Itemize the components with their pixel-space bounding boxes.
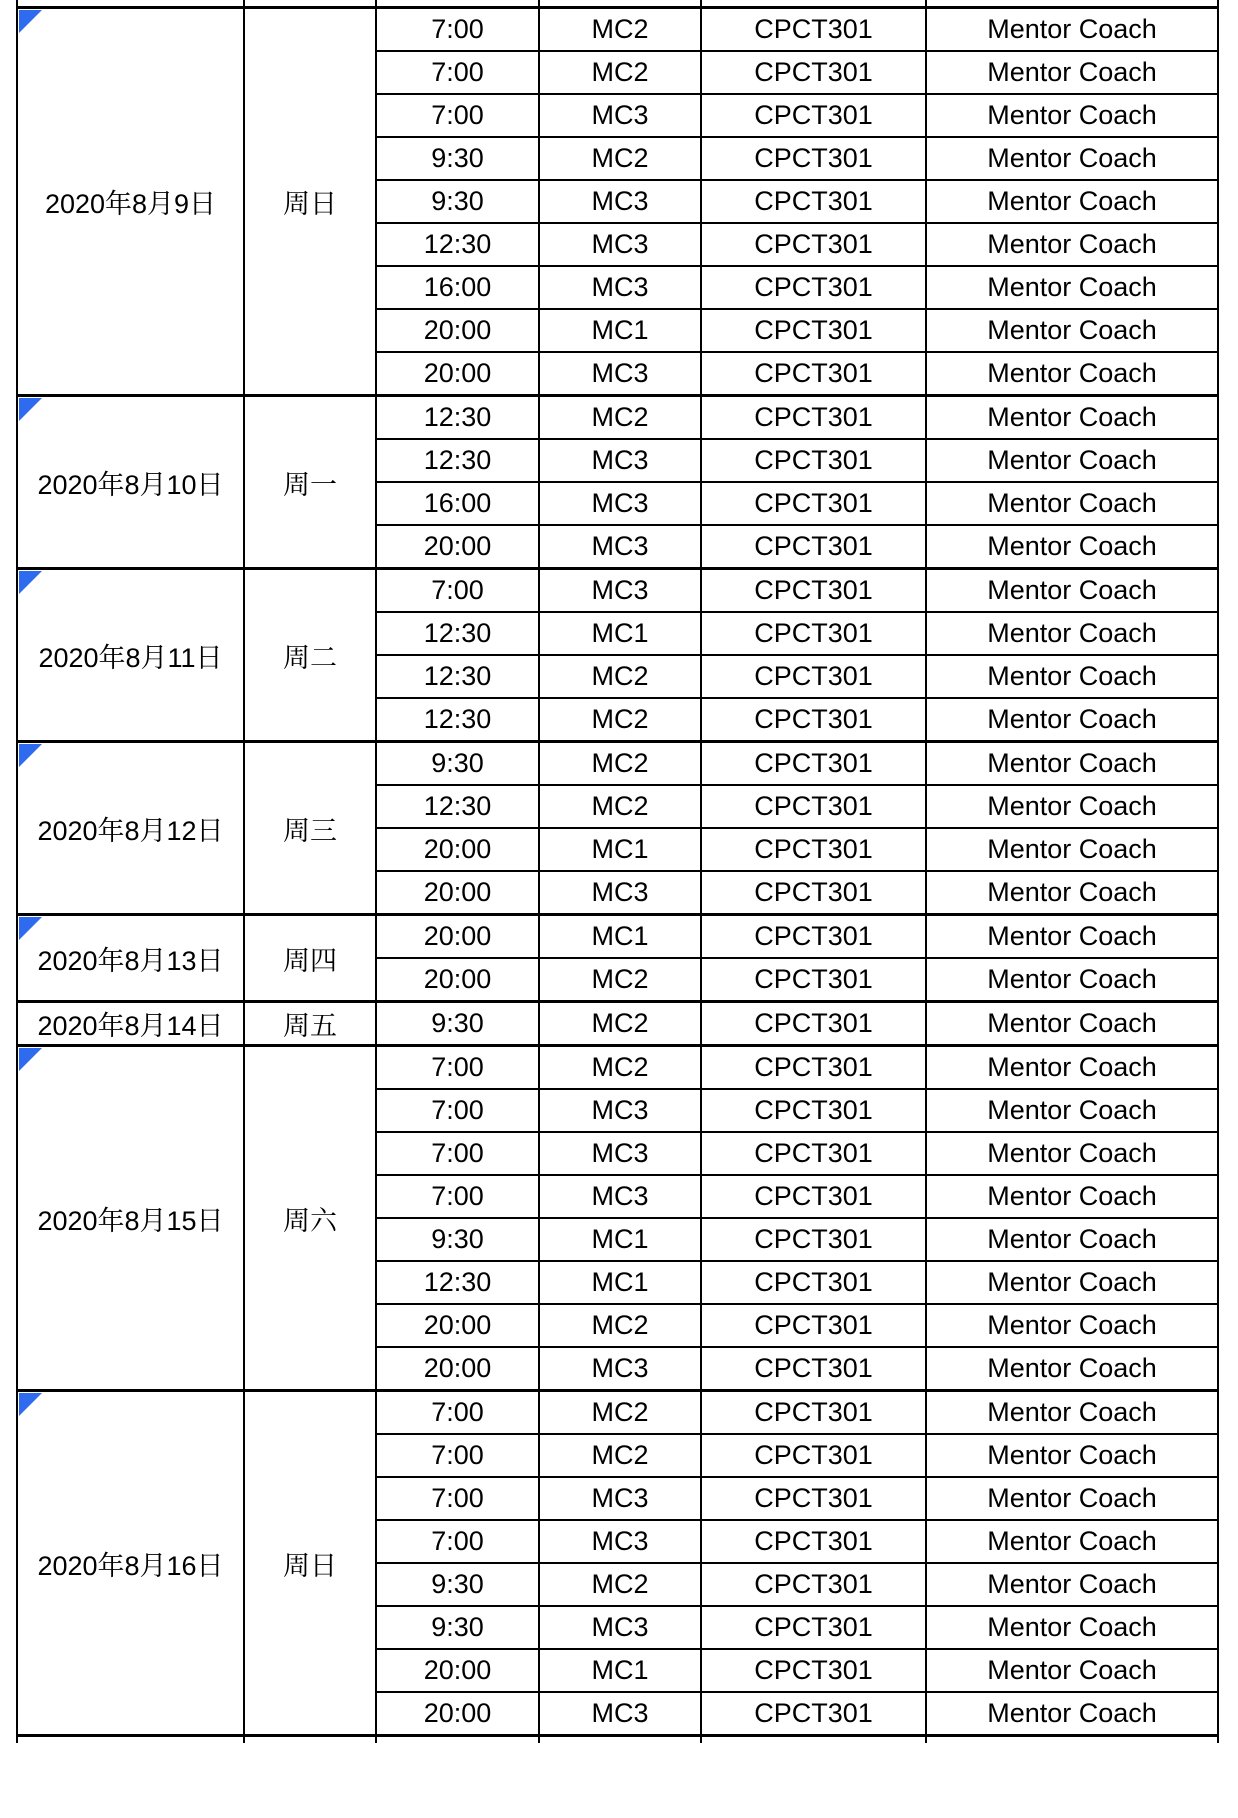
role-cell[interactable]: Mentor Coach [926,1218,1218,1261]
course-cell[interactable]: CPCT301 [701,1046,926,1090]
time-cell[interactable]: 12:30 [376,1261,539,1304]
session-row [17,569,1218,613]
time-cell[interactable]: 20:00 [376,352,539,396]
role-cell[interactable]: Mentor Coach [926,1391,1218,1435]
role-cell[interactable]: Mentor Coach [926,223,1218,266]
mc-cell[interactable]: MC3 [539,223,701,266]
date-cell-partial[interactable] [17,0,244,8]
time-cell[interactable]: 12:30 [376,785,539,828]
mc-cell[interactable]: MC2 [539,51,701,94]
time-cell[interactable]: 12:30 [376,223,539,266]
course-cell[interactable]: CPCT301 [701,223,926,266]
course-cell[interactable]: CPCT301 [701,958,926,1002]
role-cell[interactable]: Mentor Coach [926,569,1218,613]
course-cell[interactable]: CPCT301 [701,137,926,180]
blue-corner-marker-icon [19,1048,42,1071]
course-cell[interactable]: CPCT301 [701,1692,926,1736]
mc-cell[interactable]: MC3 [539,352,701,396]
course-cell[interactable]: CPCT301 [701,1520,926,1563]
mc-cell[interactable]: MC3 [539,439,701,482]
session-row [17,396,1218,440]
time-cell-partial[interactable] [376,0,539,8]
time-cell[interactable]: 16:00 [376,482,539,525]
mc-cell[interactable]: MC3 [539,1175,701,1218]
course-cell[interactable]: CPCT301 [701,1175,926,1218]
role-cell[interactable]: Mentor Coach [926,698,1218,742]
time-cell[interactable]: 20:00 [376,828,539,871]
mc-cell[interactable]: MC2 [539,742,701,786]
course-cell[interactable]: CPCT301 [701,525,926,569]
course-cell[interactable]: CPCT301 [701,94,926,137]
date-cell[interactable]: 2020年8月10日 [17,396,244,569]
course-cell[interactable]: CPCT301 [701,1477,926,1520]
time-cell[interactable]: 20:00 [376,525,539,569]
time-cell[interactable]: 20:00 [376,1347,539,1391]
role-cell[interactable]: Mentor Coach [926,1347,1218,1391]
course-cell[interactable]: CPCT301 [701,1132,926,1175]
role-cell[interactable]: Mentor Coach [926,1046,1218,1090]
course-cell-partial[interactable] [701,1736,926,1744]
time-cell[interactable]: 20:00 [376,309,539,352]
time-cell[interactable]: 9:30 [376,180,539,223]
course-cell[interactable]: CPCT301 [701,51,926,94]
role-cell[interactable]: Mentor Coach [926,612,1218,655]
time-cell[interactable]: 9:30 [376,1606,539,1649]
time-cell[interactable]: 7:00 [376,1477,539,1520]
weekday-cell[interactable]: 周一 [244,396,376,569]
mc-cell[interactable]: MC3 [539,1132,701,1175]
time-cell[interactable]: 20:00 [376,958,539,1002]
date-cell[interactable]: 2020年8月13日 [17,915,244,1002]
time-cell[interactable]: 7:00 [376,1434,539,1477]
date-cell[interactable]: 2020年8月15日 [17,1046,244,1391]
course-cell[interactable]: CPCT301 [701,180,926,223]
time-cell[interactable]: 7:00 [376,1089,539,1132]
course-cell[interactable]: CPCT301 [701,439,926,482]
date-cell[interactable]: 2020年8月14日 [17,1002,244,1046]
time-cell[interactable]: 9:30 [376,1563,539,1606]
role-cell[interactable]: Mentor Coach [926,352,1218,396]
course-cell[interactable]: CPCT301 [701,915,926,959]
time-cell[interactable]: 9:30 [376,1218,539,1261]
session-row [17,915,1218,959]
session-row [17,1046,1218,1090]
weekday-cell[interactable]: 周日 [244,1391,376,1736]
mc-cell[interactable]: MC2 [539,8,701,52]
blue-corner-marker-icon [19,398,42,421]
course-cell[interactable]: CPCT301 [701,482,926,525]
mc-cell[interactable]: MC2 [539,396,701,440]
time-cell[interactable]: 9:30 [376,1002,539,1046]
date-cell[interactable]: 2020年8月16日 [17,1391,244,1736]
time-cell[interactable]: 20:00 [376,1304,539,1347]
time-cell-partial[interactable] [376,1736,539,1744]
course-cell[interactable]: CPCT301 [701,742,926,786]
mc-cell[interactable]: MC3 [539,1089,701,1132]
mc-cell[interactable]: MC3 [539,871,701,915]
time-cell[interactable]: 20:00 [376,871,539,915]
mc-cell[interactable]: MC3 [539,266,701,309]
date-cell[interactable]: 2020年8月11日 [17,569,244,742]
blue-corner-marker-icon [19,1393,42,1416]
course-cell[interactable]: CPCT301 [701,1391,926,1435]
role-cell[interactable]: Mentor Coach [926,915,1218,959]
blue-corner-marker-icon [19,10,42,33]
mc-cell[interactable]: MC2 [539,958,701,1002]
mc-cell[interactable]: MC1 [539,1649,701,1692]
time-cell[interactable]: 12:30 [376,655,539,698]
course-cell[interactable]: CPCT301 [701,828,926,871]
role-cell[interactable]: Mentor Coach [926,742,1218,786]
role-cell[interactable]: Mentor Coach [926,94,1218,137]
mc-cell[interactable]: MC3 [539,1347,701,1391]
role-cell[interactable]: Mentor Coach [926,8,1218,52]
role-cell[interactable]: Mentor Coach [926,1132,1218,1175]
mc-cell[interactable]: MC1 [539,915,701,959]
mc-cell[interactable]: MC2 [539,1304,701,1347]
time-cell[interactable]: 7:00 [376,1175,539,1218]
mc-cell[interactable]: MC1 [539,828,701,871]
course-cell-partial[interactable] [701,0,926,8]
weekday-cell[interactable]: 周五 [244,1002,376,1046]
role-cell[interactable]: Mentor Coach [926,1304,1218,1347]
mc-cell-partial[interactable] [539,1736,701,1744]
time-cell[interactable]: 9:30 [376,137,539,180]
time-cell[interactable]: 20:00 [376,915,539,959]
blue-corner-marker-icon [19,744,42,767]
mc-cell[interactable]: MC3 [539,94,701,137]
role-cell[interactable]: Mentor Coach [926,1477,1218,1520]
role-cell[interactable]: Mentor Coach [926,655,1218,698]
course-cell[interactable]: CPCT301 [701,8,926,52]
session-row [17,1391,1218,1435]
role-cell[interactable]: Mentor Coach [926,1002,1218,1046]
date-cell-partial[interactable] [17,1736,244,1744]
mc-cell[interactable]: MC3 [539,569,701,613]
time-cell[interactable]: 7:00 [376,51,539,94]
blue-corner-marker-icon [19,917,42,940]
session-row [17,1002,1218,1046]
mc-cell[interactable]: MC2 [539,698,701,742]
role-cell[interactable]: Mentor Coach [926,1606,1218,1649]
mc-cell[interactable]: MC3 [539,1606,701,1649]
time-cell[interactable]: 12:30 [376,396,539,440]
weekday-cell[interactable]: 周六 [244,1046,376,1391]
role-cell[interactable]: Mentor Coach [926,1175,1218,1218]
role-cell[interactable]: Mentor Coach [926,266,1218,309]
role-cell[interactable]: Mentor Coach [926,828,1218,871]
course-cell[interactable]: CPCT301 [701,1649,926,1692]
role-cell[interactable]: Mentor Coach [926,482,1218,525]
role-cell[interactable]: Mentor Coach [926,1434,1218,1477]
mc-cell[interactable]: MC2 [539,1434,701,1477]
role-cell[interactable]: Mentor Coach [926,180,1218,223]
course-cell[interactable]: CPCT301 [701,1089,926,1132]
course-cell[interactable]: CPCT301 [701,569,926,613]
role-cell[interactable]: Mentor Coach [926,525,1218,569]
time-cell[interactable]: 7:00 [376,1520,539,1563]
time-cell[interactable]: 20:00 [376,1692,539,1736]
course-cell[interactable]: CPCT301 [701,309,926,352]
course-cell[interactable]: CPCT301 [701,785,926,828]
role-cell[interactable]: Mentor Coach [926,51,1218,94]
role-cell[interactable]: Mentor Coach [926,785,1218,828]
time-cell[interactable]: 12:30 [376,698,539,742]
mc-cell[interactable]: MC1 [539,612,701,655]
mc-cell[interactable]: MC2 [539,655,701,698]
role-cell[interactable]: Mentor Coach [926,1261,1218,1304]
mc-cell[interactable]: MC2 [539,1563,701,1606]
role-cell[interactable]: Mentor Coach [926,1649,1218,1692]
mc-cell[interactable]: MC3 [539,1477,701,1520]
time-cell[interactable]: 7:00 [376,1132,539,1175]
role-cell-partial[interactable] [926,1736,1218,1744]
time-cell[interactable]: 12:30 [376,612,539,655]
role-cell[interactable]: Mentor Coach [926,309,1218,352]
role-cell[interactable]: Mentor Coach [926,396,1218,440]
weekday-cell[interactable]: 周三 [244,742,376,915]
date-cell[interactable]: 2020年8月12日 [17,742,244,915]
session-row [17,8,1218,52]
course-cell[interactable]: CPCT301 [701,396,926,440]
weekday-cell-partial[interactable] [244,1736,376,1744]
role-cell[interactable]: Mentor Coach [926,1520,1218,1563]
role-cell[interactable]: Mentor Coach [926,1563,1218,1606]
course-cell[interactable]: CPCT301 [701,1261,926,1304]
date-cell[interactable]: 2020年8月9日 [17,8,244,396]
course-cell[interactable]: CPCT301 [701,1563,926,1606]
blue-corner-marker-icon [19,571,42,594]
time-cell[interactable]: 7:00 [376,569,539,613]
mc-cell[interactable]: MC1 [539,1218,701,1261]
time-cell[interactable]: 7:00 [376,1046,539,1090]
role-cell[interactable]: Mentor Coach [926,871,1218,915]
course-cell[interactable]: CPCT301 [701,1218,926,1261]
course-cell[interactable]: CPCT301 [701,698,926,742]
time-cell[interactable]: 7:00 [376,94,539,137]
time-cell[interactable]: 7:00 [376,1391,539,1435]
mc-cell[interactable]: MC3 [539,180,701,223]
weekday-cell[interactable]: 周四 [244,915,376,1002]
course-cell[interactable]: CPCT301 [701,612,926,655]
role-cell[interactable]: Mentor Coach [926,958,1218,1002]
mc-cell[interactable]: MC2 [539,137,701,180]
weekday-cell[interactable]: 周日 [244,8,376,396]
mc-cell[interactable]: MC1 [539,309,701,352]
mc-cell[interactable]: MC1 [539,1261,701,1304]
schedule-table [16,0,1219,1743]
mc-cell[interactable]: MC3 [539,1520,701,1563]
course-cell[interactable]: CPCT301 [701,266,926,309]
time-cell[interactable]: 16:00 [376,266,539,309]
time-cell[interactable]: 9:30 [376,742,539,786]
time-cell[interactable]: 12:30 [376,439,539,482]
weekday-cell-partial[interactable] [244,0,376,8]
mc-cell[interactable]: MC3 [539,482,701,525]
mc-cell[interactable]: MC3 [539,1692,701,1736]
mc-cell[interactable]: MC2 [539,1046,701,1090]
weekday-cell[interactable]: 周二 [244,569,376,742]
time-cell[interactable]: 7:00 [376,8,539,52]
mc-cell[interactable]: MC2 [539,1002,701,1046]
mc-cell-partial[interactable] [539,0,701,8]
role-cell[interactable]: Mentor Coach [926,439,1218,482]
course-cell[interactable]: CPCT301 [701,1304,926,1347]
course-cell[interactable]: CPCT301 [701,1434,926,1477]
mc-cell[interactable]: MC2 [539,785,701,828]
session-row [17,742,1218,786]
role-cell[interactable]: Mentor Coach [926,137,1218,180]
course-cell[interactable]: CPCT301 [701,1002,926,1046]
role-cell[interactable]: Mentor Coach [926,1089,1218,1132]
course-cell[interactable]: CPCT301 [701,1606,926,1649]
role-cell-partial[interactable] [926,0,1218,8]
mc-cell[interactable]: MC2 [539,1391,701,1435]
time-cell[interactable]: 20:00 [376,1649,539,1692]
course-cell[interactable]: CPCT301 [701,871,926,915]
course-cell[interactable]: CPCT301 [701,655,926,698]
mc-cell[interactable]: MC3 [539,525,701,569]
course-cell[interactable]: CPCT301 [701,1347,926,1391]
course-cell[interactable]: CPCT301 [701,352,926,396]
role-cell[interactable]: Mentor Coach [926,1692,1218,1736]
